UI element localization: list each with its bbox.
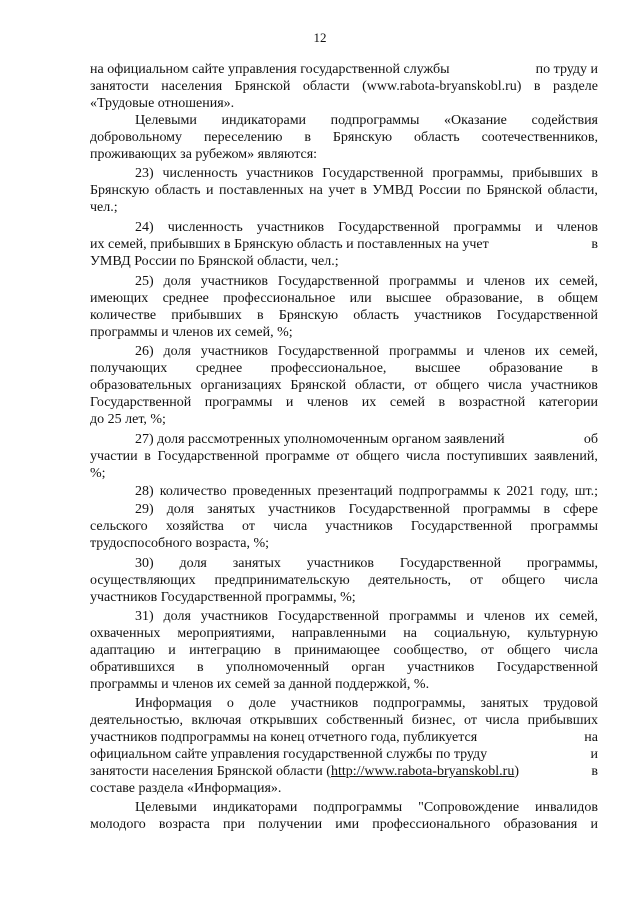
- word: деятельностью,: [90, 713, 183, 728]
- list-item: [135, 220, 598, 236]
- word: «Оказание: [444, 113, 507, 128]
- text-line: [90, 573, 598, 589]
- word: возраста: [158, 817, 210, 832]
- text-line: их семей, прибывших в Брянскую область и поставленных на учет в: [90, 237, 598, 252]
- word: в: [533, 79, 541, 94]
- word: числа: [406, 449, 440, 464]
- word: в: [304, 130, 311, 145]
- word: молодого: [90, 817, 146, 832]
- page-number: 12: [313, 30, 327, 45]
- text-line: чел.;: [90, 200, 118, 215]
- word: адаптацию: [90, 643, 155, 658]
- word: подпрограммы: [313, 800, 403, 815]
- word: членов: [306, 395, 349, 410]
- text-line: на официальном сайте управления государственной службы по труду и: [90, 62, 598, 77]
- word: Государственной: [157, 449, 259, 464]
- word: бизнес,: [411, 713, 456, 728]
- word: занятости: [90, 79, 149, 94]
- text-line: [90, 130, 598, 146]
- text-line: программы и членов их семей, %;: [90, 325, 293, 340]
- word: категории: [538, 395, 598, 410]
- word: получающих: [90, 361, 168, 376]
- word: сфере: [563, 502, 598, 517]
- list-item: [135, 166, 598, 182]
- word: Брянскую: [332, 130, 393, 145]
- word: 31): [135, 609, 154, 624]
- word: открывших: [249, 713, 318, 728]
- word: высшее: [415, 361, 461, 376]
- word: Брянской: [234, 79, 291, 94]
- word: участников: [414, 308, 482, 323]
- text-line: [135, 696, 598, 712]
- word: программы: [530, 519, 598, 534]
- word: и: [535, 220, 543, 235]
- word: участников: [290, 696, 359, 711]
- text-line: [90, 378, 598, 394]
- text-line: [90, 183, 598, 199]
- word: Государственной: [496, 308, 598, 323]
- text-line: программы и членов их семей за данной поддержкой, %.: [90, 677, 430, 692]
- text-line: [135, 800, 598, 816]
- word: (www.rabota-bryanskobl.ru): [362, 79, 522, 94]
- word: в: [543, 502, 551, 517]
- word: 28): [135, 484, 154, 499]
- word: от: [336, 449, 350, 464]
- word: в: [537, 291, 544, 306]
- word: Брянскую: [90, 183, 150, 198]
- word: и: [466, 274, 474, 289]
- word: Целевыми: [135, 800, 197, 815]
- text-line: [135, 113, 598, 129]
- word: общего: [355, 449, 400, 464]
- word: участии: [90, 449, 138, 464]
- word: образования: [503, 817, 578, 832]
- word: УМВД: [372, 183, 414, 198]
- word: осуществляющих: [90, 573, 196, 588]
- word: доля: [163, 344, 191, 359]
- word: деятельность,: [368, 573, 452, 588]
- list-item: [135, 502, 598, 518]
- word: поступивших: [446, 449, 528, 464]
- text-line: [90, 519, 598, 535]
- word: в: [256, 308, 264, 323]
- word: программы: [453, 220, 522, 235]
- word: включая: [191, 713, 242, 728]
- word: программы: [388, 274, 457, 289]
- word: и: [285, 395, 294, 410]
- word: членов: [556, 220, 598, 235]
- word: занятых: [480, 696, 529, 711]
- word: профессионального: [372, 817, 491, 832]
- word: программы: [462, 502, 531, 517]
- text-line: участников Государственной программы, %;: [90, 590, 356, 605]
- word: социальную,: [433, 626, 511, 641]
- word: программе: [265, 449, 330, 464]
- word: "Сопровождение: [418, 800, 520, 815]
- text-line: [90, 626, 598, 642]
- word: прибывших: [527, 713, 598, 728]
- text-line: составе раздела «Информация».: [90, 781, 282, 796]
- word: общего: [501, 573, 546, 588]
- word: в: [144, 449, 151, 464]
- word: доля: [179, 556, 207, 571]
- text-line: участников подпрограммы на конец отчетного года, публикуется на: [90, 730, 598, 745]
- word: их: [534, 344, 550, 359]
- word: участников: [325, 519, 393, 534]
- word: прибывших: [171, 308, 242, 323]
- text-line: [90, 449, 598, 465]
- text-line: [90, 713, 598, 729]
- word: образование,: [445, 291, 523, 306]
- word: или: [349, 291, 372, 306]
- word: в: [591, 361, 598, 376]
- text-line: [90, 643, 598, 659]
- word: программы: [204, 395, 273, 410]
- word: участников: [246, 166, 314, 181]
- word: шт.;: [574, 484, 598, 499]
- word: к: [493, 484, 501, 499]
- word: от: [480, 643, 494, 658]
- word: участников: [256, 220, 325, 235]
- word: трудовой: [543, 696, 598, 711]
- word: обратившихся: [90, 660, 175, 675]
- word: организациях: [200, 378, 282, 393]
- text-line: официальном сайте управления государственной службы по труду и: [90, 747, 598, 762]
- word: участников: [306, 556, 375, 571]
- word: семей,: [559, 609, 598, 624]
- list-item: [135, 556, 598, 572]
- word: населения: [161, 79, 223, 94]
- word: хозяйства: [165, 519, 224, 534]
- word: численность: [162, 166, 238, 181]
- word: ими: [335, 817, 360, 832]
- word: участников: [268, 502, 336, 517]
- word: участников: [200, 344, 269, 359]
- word: в: [360, 183, 367, 198]
- word: числа: [564, 643, 598, 658]
- text-line: трудоспособного возраста, %;: [90, 536, 269, 551]
- word: орган: [351, 660, 385, 675]
- word: индикаторами: [212, 800, 298, 815]
- word: предпринимательскую: [214, 573, 350, 588]
- word: и: [590, 817, 598, 832]
- word: занятых: [207, 502, 256, 517]
- word: семей: [389, 395, 425, 410]
- text-line: [90, 817, 598, 833]
- word: проведенных: [232, 484, 312, 499]
- word: Целевыми: [135, 113, 197, 128]
- text-line: занятости населения Брянской области (http://www.rabota-bryanskobl.ru) в: [90, 764, 598, 779]
- text-line: [90, 308, 598, 324]
- word: образовательных: [90, 378, 192, 393]
- word: имеющих: [90, 291, 149, 306]
- text-line: [90, 395, 598, 411]
- word: по: [466, 183, 481, 198]
- word: Государственной: [277, 344, 380, 359]
- word: Государственной: [399, 556, 502, 571]
- word: Государственной: [338, 220, 440, 235]
- word: презентаций: [317, 484, 393, 499]
- word: от: [469, 573, 483, 588]
- text-line: проживающих за рубежом» являются:: [90, 147, 318, 162]
- word: и: [466, 609, 474, 624]
- word: подпрограммы: [330, 113, 420, 128]
- word: 23): [135, 166, 154, 181]
- word: Брянской: [290, 378, 347, 393]
- word: Брянскую: [278, 308, 339, 323]
- word: добровольному: [90, 130, 183, 145]
- word: инвалидов: [534, 800, 598, 815]
- word: и: [205, 183, 214, 198]
- text-line: УМВД России по Брянской области, чел.;: [90, 254, 339, 269]
- word: образование: [489, 361, 563, 376]
- word: среднее: [162, 291, 209, 306]
- word: подпрограммы: [398, 484, 488, 499]
- word: учет: [328, 183, 355, 198]
- word: Государственной: [496, 660, 598, 675]
- word: программы,: [526, 556, 598, 571]
- word: подпрограммы,: [373, 696, 466, 711]
- word: участников: [407, 660, 475, 675]
- word: России: [418, 183, 461, 198]
- word: области: [302, 79, 350, 94]
- word: высшее: [385, 291, 432, 306]
- word: Государственной: [90, 395, 192, 410]
- word: году,: [540, 484, 569, 499]
- word: мероприятиями,: [177, 626, 275, 641]
- word: семей,: [559, 274, 598, 289]
- word: в: [197, 660, 204, 675]
- word: разделе: [552, 79, 598, 94]
- word: на: [403, 626, 417, 641]
- word: членов: [483, 274, 526, 289]
- word: их: [361, 395, 377, 410]
- word: интеграцию: [189, 643, 261, 658]
- word: их: [534, 609, 550, 624]
- text-line: %;: [90, 466, 106, 481]
- word: Государственной: [348, 502, 450, 517]
- word: от: [242, 519, 255, 534]
- list-item: [135, 274, 598, 290]
- word: профессиональное: [223, 291, 336, 306]
- word: числа: [485, 713, 520, 728]
- word: возрастной: [458, 395, 526, 410]
- word: о: [226, 696, 234, 711]
- word: доля: [163, 609, 191, 624]
- word: участников: [530, 378, 598, 393]
- word: область: [414, 130, 460, 145]
- word: в: [591, 166, 598, 181]
- word: 29): [135, 502, 154, 517]
- text-line: [90, 79, 598, 95]
- word: членов: [483, 344, 526, 359]
- word: программы: [388, 344, 457, 359]
- word: программы,: [432, 166, 504, 181]
- word: 25): [135, 274, 154, 289]
- list-item: [135, 609, 598, 625]
- word: числа: [487, 378, 522, 393]
- word: заявлений,: [534, 449, 598, 464]
- word: Государственной: [277, 274, 380, 289]
- word: переселению: [203, 130, 283, 145]
- text-line: «Трудовые отношения».: [90, 96, 235, 111]
- word: Информация: [135, 696, 212, 711]
- word: от: [464, 713, 477, 728]
- word: индикаторами: [221, 113, 307, 128]
- word: числа: [564, 573, 598, 588]
- word: 26): [135, 344, 154, 359]
- word: программы: [388, 609, 457, 624]
- word: области,: [354, 378, 406, 393]
- word: доля: [166, 502, 195, 517]
- word: членов: [483, 609, 526, 624]
- word: содействия: [531, 113, 598, 128]
- list-item: 27) доля рассмотренных уполномоченным органом заявлений об: [135, 432, 598, 447]
- word: 30): [135, 556, 154, 571]
- word: участников: [200, 274, 269, 289]
- list-item: [135, 344, 598, 360]
- word: участников: [200, 609, 269, 624]
- text-line: [90, 361, 598, 377]
- word: занятых: [232, 556, 281, 571]
- word: числа: [273, 519, 308, 534]
- word: принимающее: [294, 643, 380, 658]
- word: и: [466, 344, 474, 359]
- word: Государственной: [277, 609, 380, 624]
- text-line: [90, 291, 598, 307]
- word: в: [438, 395, 446, 410]
- word: и: [168, 643, 176, 658]
- word: культурную: [527, 626, 598, 641]
- word: от: [413, 378, 427, 393]
- word: Государственной: [322, 166, 424, 181]
- word: количество: [159, 484, 227, 499]
- word: направленными: [291, 626, 387, 641]
- word: область: [154, 183, 201, 198]
- word: доле: [248, 696, 276, 711]
- website-link[interactable]: http://www.rabota-bryanskobl.ru: [330, 764, 515, 779]
- word: сельского: [90, 519, 148, 534]
- text-line: [90, 660, 598, 676]
- word: уполномоченный: [225, 660, 330, 675]
- word: 24): [135, 220, 154, 235]
- word: охваченных: [90, 626, 161, 641]
- word: область: [353, 308, 399, 323]
- word: численность: [167, 220, 243, 235]
- word: семей,: [559, 344, 598, 359]
- word: в: [274, 643, 281, 658]
- word: на: [309, 183, 323, 198]
- word: общего: [507, 643, 551, 658]
- word: общего: [435, 378, 480, 393]
- word: их: [534, 274, 550, 289]
- word: прибывших: [512, 166, 583, 181]
- word: поставленных: [219, 183, 304, 198]
- word: соотечественников,: [481, 130, 598, 145]
- word: области,: [547, 183, 598, 198]
- word: сообщество,: [393, 643, 468, 658]
- word: Брянской: [486, 183, 543, 198]
- list-item: [135, 484, 598, 500]
- text-line: до 25 лет, %;: [90, 412, 166, 427]
- word: Государственной: [410, 519, 513, 534]
- word: профессиональное,: [270, 361, 387, 376]
- word: 2021: [506, 484, 535, 499]
- word: получении: [258, 817, 323, 832]
- word: количестве: [90, 308, 157, 323]
- word: при: [223, 817, 245, 832]
- word: доля: [163, 274, 191, 289]
- word: среднее: [195, 361, 243, 376]
- word: общем: [557, 291, 598, 306]
- word: собственный: [326, 713, 404, 728]
